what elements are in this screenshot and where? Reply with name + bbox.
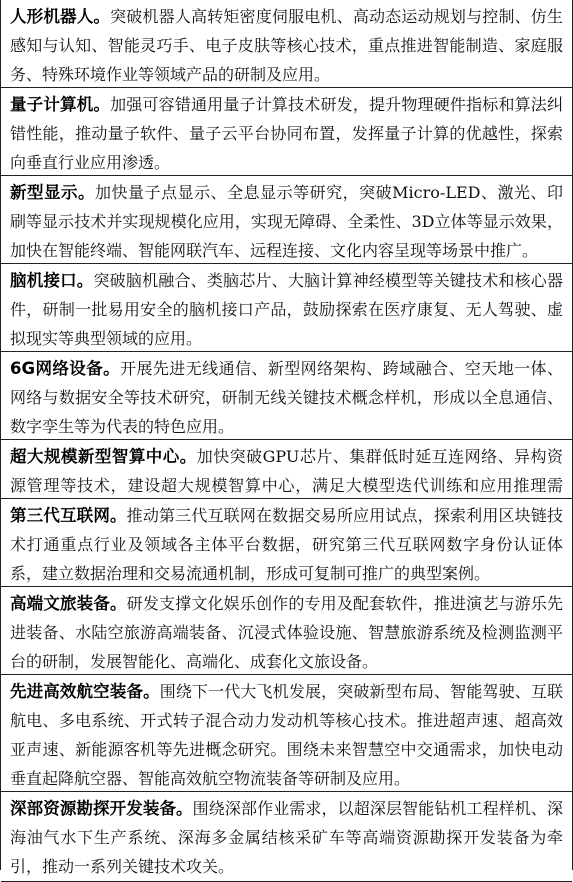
item-text: 加快量子点显示、全息显示等研究，突破Micro-LED、激光、印刷等显示技术并实现规模化应用，实现无障碍、全柔性、3D立体等显示效果，加快在智能终端、智能网联汽车、远程连接、文化内容呈现等场景中推广。 bbox=[10, 183, 563, 260]
item-text: 突破机器人高转矩密度伺服电机、高动态运动规划与控制、仿生感知与认知、智能灵巧手、电子皮肤等核心技术，重点推进智能制造、家庭服务、特殊环境作业等领域产品的研制及应用。 bbox=[10, 7, 563, 84]
item-deep-resource-equipment bbox=[1, 792, 572, 882]
item-web3 bbox=[1, 499, 572, 587]
item-quantum-computer bbox=[1, 88, 572, 176]
item-culture-tourism-equipment bbox=[1, 587, 572, 675]
item-6g-network bbox=[1, 352, 572, 440]
item-title: 深部资源勘探开发装备。 bbox=[10, 799, 193, 818]
item-title: 先进高效航空装备。 bbox=[10, 682, 160, 701]
item-text: 突破脑机融合、类脑芯片、大脑计算神经模型等关键技术和核心器件，研制一批易用安全的脑机接口产品，鼓励探索在医疗康复、无人驾驶、虚拟现实等典型领域的应用。 bbox=[10, 271, 563, 348]
item-title: 脑机接口。 bbox=[10, 271, 94, 290]
item-title: 量子计算机。 bbox=[10, 95, 111, 114]
item-title: 第三代互联网。 bbox=[10, 506, 127, 525]
item-humanoid-robot bbox=[1, 0, 572, 88]
item-title: 超大规模新型智算中心。 bbox=[10, 447, 197, 466]
item-title: 人形机器人。 bbox=[10, 7, 111, 26]
item-text: 研发支撑文化娱乐创作的专用及配套软件，推进演艺与游乐先进装备、水陆空旅游高端装备、沉浸式体验设施、智慧旅游系统及检测监测平台的研制，发展智能化、高端化、成套化文旅设备。 bbox=[10, 594, 563, 671]
item-title: 新型显示。 bbox=[10, 183, 96, 202]
item-title: 高端文旅装备。 bbox=[10, 594, 127, 613]
item-text: 围绕下一代大飞机发展，突破新型布局、智能驾驶、互联航电、多电系统、开式转子混合动力发动机等核心技术。推进超声速、超高效亚声速、新能源客机等先进概念研究。围绕未来智慧空中交通需求，加快电动垂直起降航空器、智能高效航空物流装备等研制及应用。 bbox=[10, 682, 563, 788]
item-text: 加强可容错通用量子计算技术研发，提升物理硬件指标和算法纠错性能，推动量子软件、量子云平台协同布置，发挥量子计算的优越性，探索向垂直行业应用渗透。 bbox=[10, 95, 563, 172]
item-text: 开展先进无线通信、新型网络架构、跨域融合、空天地一体、网络与数据安全等技术研究，研制无线关键技术概念样机，形成以全息通信、数字孪生等为代表的特色应用。 bbox=[10, 359, 563, 436]
item-title: 6G网络设备。 bbox=[10, 359, 121, 378]
item-text: 推动第三代互联网在数据交易所应用试点，探索利用区块链技术打通重点行业及领域各主体平台数据，研究第三代互联网数字身份认证体系，建立数据治理和交易流通机制，形成可复制可推广的典型案例。 bbox=[10, 506, 563, 583]
item-text: 加快突破GPU芯片、集群低时延互连网络、异构资源管理等技术，建设超大规模智算中心，满足大模型迭代训练和应用推理需 bbox=[10, 447, 563, 495]
item-new-display bbox=[1, 176, 572, 264]
item-intelligent-computing-center bbox=[1, 440, 572, 499]
item-brain-computer-interface bbox=[1, 264, 572, 352]
item-aviation-equipment bbox=[1, 675, 572, 792]
item-text: 围绕深部作业需求，以超深层智能钻机工程样机、深海油气水下生产系统、深海多金属结核采矿车等高端资源勘探开发装备为牵引，推动一系列关键技术攻关。 bbox=[10, 799, 563, 876]
